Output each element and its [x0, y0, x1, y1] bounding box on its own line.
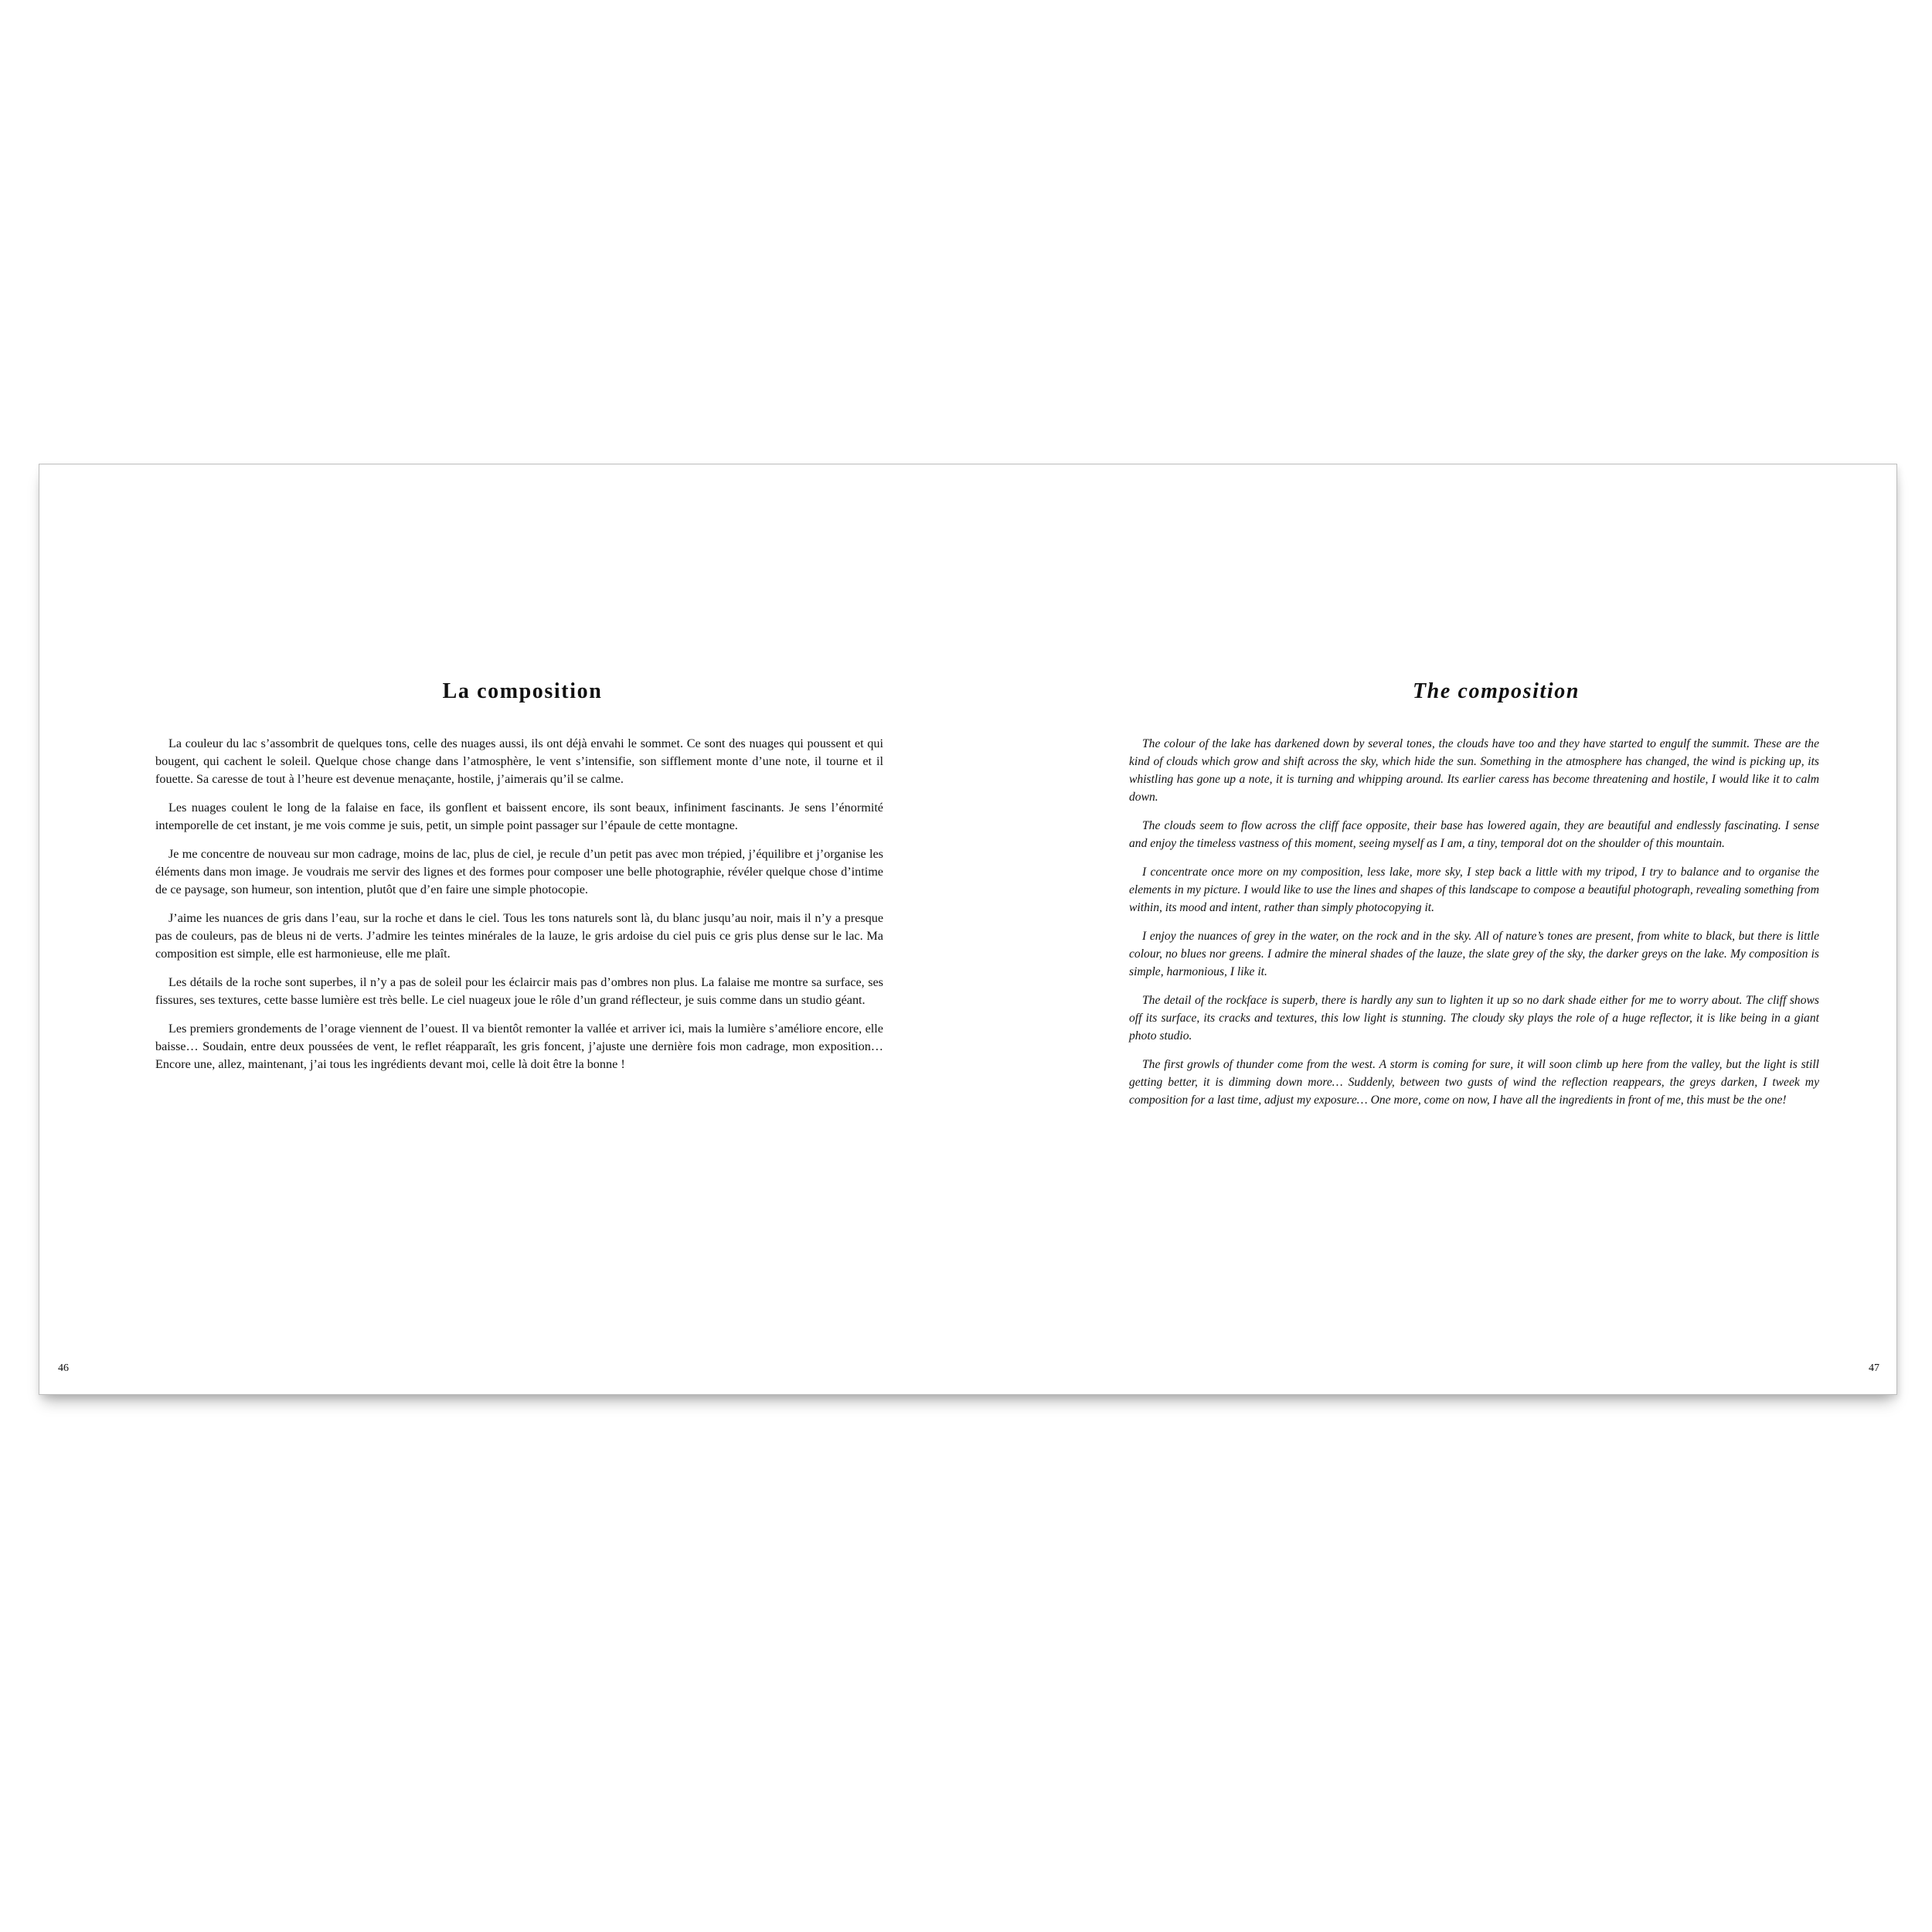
- body-text-english: [1129, 735, 1819, 1120]
- paragraph: I enjoy the nuances of grey in the water, on the rock and in the sky. All of nature’s tones are present, from white to black, but there is little colour, no blues nor greens. I admire the mineral shades of the lauze, the slate grey of the sky, the darker greys on the lake. My composition is simple, harmonious, I like it.: [1129, 930, 1819, 978]
- book-spread: [39, 464, 1897, 1395]
- page-title-english: The composition: [1412, 679, 1580, 703]
- paragraph: Je me concentre de nouveau sur mon cadrage, moins de lac, plus de ciel, je recule d’un petit pas avec mon trépied, j’équilibre et j’organise les éléments dans mon image. Je voudrais me servir des lignes et des formes pour composer une belle photographie, révéler quelque chose d’intime de ce paysage, son humeur, son intention, plutôt que d’en faire une simple photocopie.: [155, 847, 883, 896]
- paragraph: The colour of the lake has darkened down by several tones, the clouds have too and they have started to engulf the summit. These are the kind of clouds which grow and shift across the sky, which hide the sun. Something in the atmosphere has changed, the wind is picking up, its whistling has gone up a note, it is turning and whipping around. Its earlier caress has become threatening and hostile, I would like it to calm down.: [1129, 737, 1819, 804]
- paragraph: The clouds seem to flow across the cliff face opposite, their base has lowered again, they are beautiful and endlessly fascinating. I sense and enjoy the timeless vastness of this moment, seeing myself as I am, a tiny, temporal dot on the shoulder of this mountain.: [1129, 819, 1819, 850]
- paragraph: I concentrate once more on my composition, less lake, more sky, I step back a little with my tripod, I try to balance and to organise the elements in my picture. I would like to use the lines and shapes of this landscape to compose a beautiful photograph, revealing something from within, its mood and intent, rather than simply photocopying it.: [1129, 866, 1819, 914]
- paragraph: Les détails de la roche sont superbes, il n’y a pas de soleil pour les éclaircir mais pas d’ombres non plus. La falaise me montre sa surface, ses fissures, ses textures, cette basse lumière est très belle. Le ciel nuageux joue le rôle d’un grand réflecteur, je suis comme dans un studio géant.: [155, 975, 883, 1007]
- left-page: [39, 464, 990, 1394]
- right-page: [990, 464, 1898, 1394]
- page-number-left: 46: [58, 1362, 69, 1374]
- page-number-right: 47: [1869, 1362, 1879, 1374]
- body-text-french: [155, 735, 883, 1084]
- paragraph: La couleur du lac s’assombrit de quelques tons, celle des nuages aussi, ils ont déjà envahi le sommet. Ce sont des nuages qui poussent et qui bougent, qui cachent le soleil. Quelque chose change dans l’atmosphère, le vent s’intensifie, son sifflement monte d’une note, il tourne et il fouette. Sa caresse de tout à l’heure est devenue menaçante, hostile, j’aimerais qu’il se calme.: [155, 736, 883, 786]
- paragraph: Les premiers grondements de l’orage viennent de l’ouest. Il va bientôt remonter la vallée et arriver ici, mais la lumière s’améliore encore, elle baisse… Soudain, entre deux poussées de vent, le reflet réapparaît, les gris foncent, j’ajuste une dernière fois mon cadrage, mon exposition… Encore une, allez, maintenant, j’ai tous les ingrédients devant moi, celle là doit être la bonne !: [155, 1022, 883, 1071]
- paragraph: J’aime les nuances de gris dans l’eau, sur la roche et dans le ciel. Tous les tons naturels sont là, du blanc jusqu’au noir, mais il n’y a presque pas de couleurs, pas de bleus ni de verts. J’admire les teintes minérales de la lauze, le gris ardoise du ciel puis ce gris plus dense sur le lac. Ma composition est simple, elle est harmonieuse, elle me plaît.: [155, 911, 883, 961]
- paragraph: Les nuages coulent le long de la falaise en face, ils gonflent et baissent encore, ils sont beaux, infiniment fascinants. Je sens l’énormité intemporelle de cet instant, je me vois comme je suis, petit, un simple point passager sur l’épaule de cette montagne.: [155, 801, 883, 832]
- paragraph: The detail of the rockface is superb, there is hardly any sun to lighten it up so no dark shade either for me to worry about. The cliff shows off its surface, its cracks and textures, this low light is stunning. The cloudy sky plays the role of a huge reflector, it is like being in a giant photo studio.: [1129, 994, 1819, 1043]
- page-title-french: La composition: [442, 679, 603, 703]
- paragraph: The first growls of thunder come from the west. A storm is coming for sure, it will soon climb up here from the valley, but the light is still getting better, it is dimming down more… Suddenly, between two gusts of wind the reflection reappears, the greys darken, I tweek my composition for a last time, adjust my exposure… One more, come on now, I have all the ingredients in front of me, this must be the one!: [1129, 1058, 1819, 1107]
